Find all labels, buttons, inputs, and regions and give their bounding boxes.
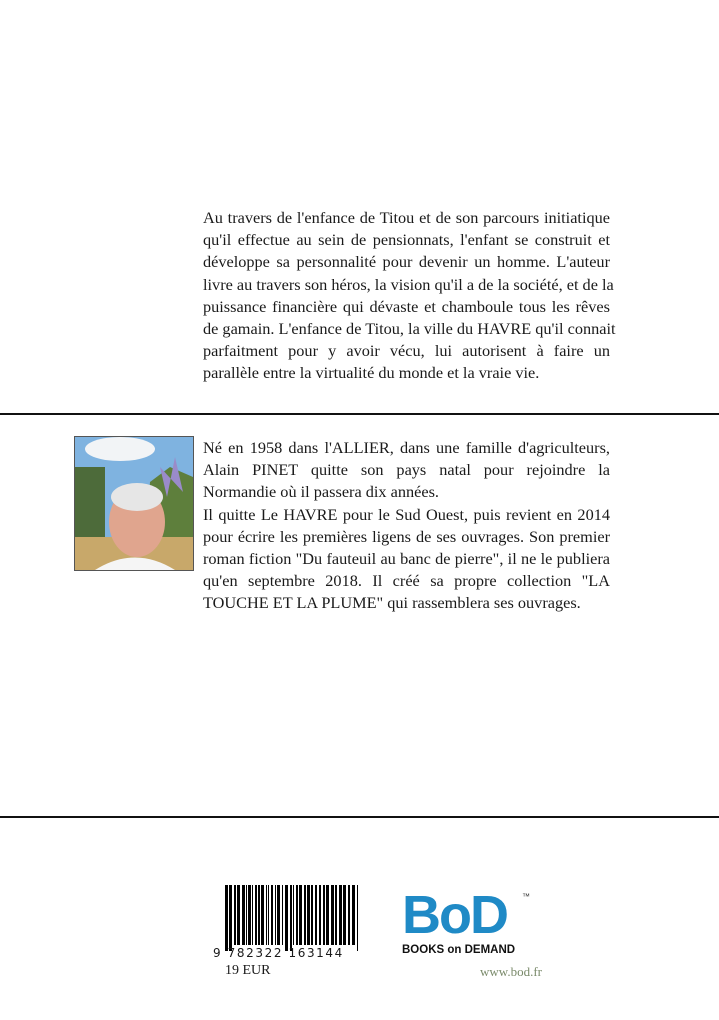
barcode-bar bbox=[242, 885, 245, 945]
price: 19 EUR bbox=[225, 963, 271, 978]
barcode-bar bbox=[304, 885, 306, 945]
author-photo bbox=[74, 436, 194, 571]
divider-top bbox=[0, 413, 719, 415]
barcode-bar bbox=[307, 885, 310, 945]
author-bio bbox=[203, 437, 610, 615]
barcode-bar bbox=[237, 885, 240, 945]
barcode-bar bbox=[248, 885, 251, 945]
summary-line: parfaitment pour y avoir vécu, lui autorisent à faire un bbox=[203, 341, 610, 361]
barcode-bar bbox=[229, 885, 232, 951]
barcode-bar bbox=[331, 885, 334, 945]
summary-line: de gamain. L'enfance de Titou, la ville du HAVRE qu'il connait bbox=[203, 318, 616, 338]
bio-line: Normandie où il passera dix années. bbox=[203, 482, 440, 502]
barcode-bar bbox=[266, 885, 267, 945]
barcode-bar bbox=[282, 885, 283, 945]
barcode-bar bbox=[352, 885, 355, 945]
barcode-bar bbox=[326, 885, 329, 945]
barcode-bar bbox=[225, 885, 228, 951]
trademark-symbol: ™ bbox=[522, 892, 530, 901]
bio-line: TOUCHE ET LA PLUME" qui rassemblera ses ouvrages. bbox=[203, 593, 581, 613]
barcode-bar bbox=[296, 885, 298, 945]
barcode-bar bbox=[319, 885, 321, 945]
bio-line: Né en 1958 dans l'ALLIER, dans une famille d'agriculteurs, bbox=[203, 438, 610, 457]
barcode-bar bbox=[290, 885, 292, 951]
summary-line: livre au travers son héros, la vision qu'il a de la société, et de la bbox=[203, 274, 614, 294]
barcode-bar bbox=[234, 885, 236, 945]
barcode-bar bbox=[311, 885, 313, 945]
bio-line: Il quitte Le HAVRE pour le Sud Ouest, puis revient en 2014 bbox=[203, 504, 610, 524]
publisher-url[interactable]: www.bod.fr bbox=[480, 964, 542, 979]
summary-line: qu'il effectue au sein de pensionnats, l'enfant se construit et bbox=[203, 230, 610, 250]
bio-line: qu'en septembre 2018. Il créé sa propre collection "LA bbox=[203, 571, 610, 591]
summary-line: puissance financière qui dévaste et chamboule tous les rêves bbox=[203, 296, 610, 316]
barcode-bar bbox=[255, 885, 257, 945]
barcode-bar bbox=[285, 885, 288, 951]
barcode-bar bbox=[335, 885, 337, 945]
bio-line: pour écrire les premières ligens de ses ouvrages. Son premier bbox=[203, 526, 610, 546]
summary-line: parallèle entre la virtualité du monde et la vraie vie. bbox=[203, 363, 540, 383]
publisher-tagline: BOOKS on DEMAND bbox=[402, 944, 516, 956]
back-cover-summary bbox=[203, 207, 616, 385]
summary-line: Au travers de l'enfance de Titou et de son parcours initiatique bbox=[203, 208, 610, 227]
barcode-bar bbox=[293, 885, 294, 945]
isbn-barcode bbox=[225, 885, 358, 951]
isbn-number: 9 782322 163144 bbox=[213, 946, 344, 960]
barcode-bar bbox=[315, 885, 317, 945]
barcode-bar bbox=[348, 885, 350, 945]
barcode-bar bbox=[357, 885, 358, 951]
summary-line: développe sa personnalité pour devenir un homme. L'auteur bbox=[203, 252, 610, 272]
barcode-bar bbox=[343, 885, 346, 945]
barcode-bar bbox=[261, 885, 264, 945]
barcode-bar bbox=[252, 885, 253, 945]
bio-line: Alain PINET quitte son pays natal pour rejoindre la bbox=[203, 460, 610, 480]
barcode-bar bbox=[246, 885, 247, 945]
barcode-bar bbox=[258, 885, 260, 945]
bod-logo-text: BoD bbox=[402, 885, 507, 945]
publisher-logo bbox=[402, 885, 532, 956]
bio-line: roman fiction "Du fauteuil au banc de pierre", il ne le publiera bbox=[203, 548, 610, 568]
barcode-bar bbox=[323, 885, 325, 945]
barcode-bar bbox=[275, 885, 276, 945]
barcode-bar bbox=[339, 885, 342, 945]
barcode-bar bbox=[271, 885, 273, 945]
barcode-bar bbox=[268, 885, 269, 945]
barcode-bar bbox=[277, 885, 280, 945]
divider-bottom bbox=[0, 816, 719, 818]
barcode-bar bbox=[299, 885, 302, 945]
